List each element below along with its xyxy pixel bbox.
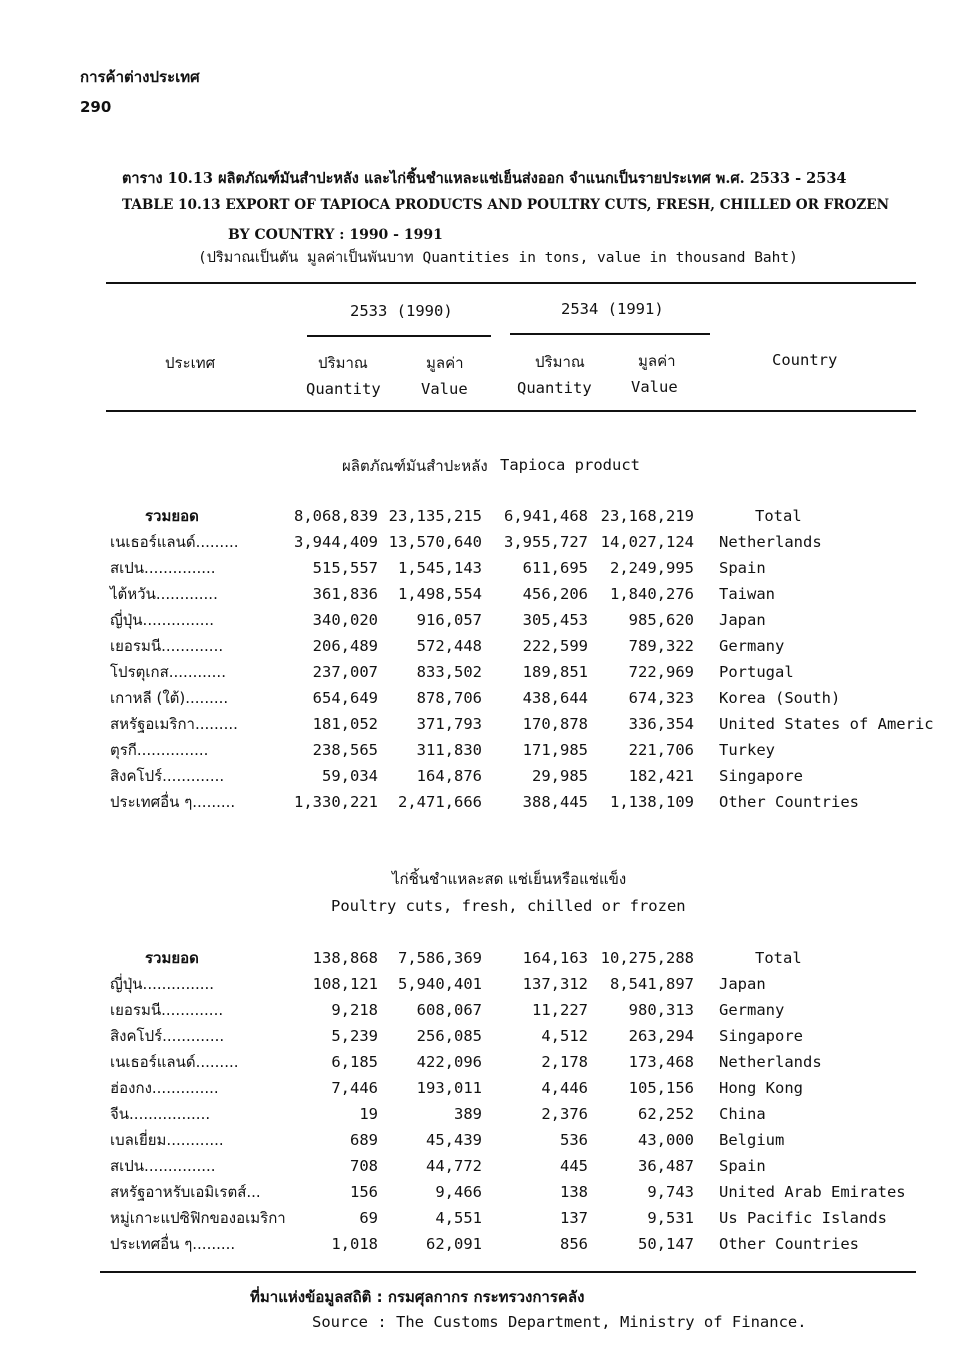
country-name-en: Singapore [719, 769, 803, 785]
quantity-1990-cell: 6,185 [331, 1053, 378, 1071]
quantity-1990-cell: 9,218 [331, 1001, 378, 1019]
tapioca-heading-thai: ผลิตภัณฑ์มันสำปะหลัง [342, 457, 488, 475]
country-name-en: Germany [719, 1003, 785, 1019]
country-en-header: Country [772, 351, 838, 369]
country-name-thai: เนเธอร์แลนด์......... [110, 1053, 239, 1071]
table-title-en: TABLE 10.13 EXPORT OF TAPIOCA PRODUCTS AND POULTRY CUTS, FRESH, CHILLED OR FROZEN [122, 197, 890, 213]
value-1991-cell: 9,531 [647, 1209, 694, 1227]
value-en-header-1990: Value [421, 380, 468, 398]
tapioca-heading-en: Tapioca product [500, 456, 640, 474]
quantity-1991-cell: 171,985 [522, 741, 588, 759]
quantity-1991-cell: 189,851 [522, 663, 588, 681]
quantity-1990-cell: 69 [359, 1209, 378, 1227]
value-1991-cell: 43,000 [638, 1131, 694, 1149]
poultry-heading-thai: ไก่ชิ้นชำแหละสด แช่เย็นหรือแช่แข็ง [392, 870, 627, 888]
value-1991-cell: 221,706 [628, 741, 694, 759]
total-label-thai: รวมยอด [145, 949, 199, 967]
top-rule [106, 282, 916, 284]
country-name-en: Singapore [719, 1029, 803, 1045]
country-name-en: Other Countries [719, 795, 859, 811]
table-row [0, 1211, 966, 1237]
quantity-1991-cell: 856 [560, 1235, 588, 1253]
country-name-thai: เกาหลี (ใต้)......... [110, 689, 229, 707]
table-row [0, 769, 966, 795]
table-row [0, 1055, 966, 1081]
quantity-1990-cell: 5,239 [331, 1027, 378, 1045]
country-name-thai: สเปน............... [110, 559, 216, 577]
poultry-heading-en: Poultry cuts, fresh, chilled or frozen [331, 897, 686, 915]
quantity-1990-cell: 206,489 [312, 637, 378, 655]
value-1991-cell: 722,969 [628, 663, 694, 681]
quantity-1990-cell: 7,446 [331, 1079, 378, 1097]
quantity-1991-cell: 2,178 [541, 1053, 588, 1071]
quantity-1990-cell: 689 [350, 1131, 378, 1149]
country-name-en: Other Countries [719, 1237, 859, 1253]
value-1991-cell: 1,840,276 [610, 585, 694, 603]
value-1990-cell: 5,940,401 [398, 975, 482, 993]
quantity-1990-cell: 138,868 [312, 949, 378, 967]
value-1990-cell: 422,096 [416, 1053, 482, 1071]
quantity-1991-cell: 138 [560, 1183, 588, 1201]
quantity-1990-cell: 237,007 [312, 663, 378, 681]
quantity-en-header-1990: Quantity [306, 380, 381, 398]
quantity-1991-cell: 456,206 [522, 585, 588, 603]
table-row [0, 1133, 966, 1159]
country-name-en: Germany [719, 639, 785, 655]
country-name-en: United Arab Emirates [719, 1185, 906, 1201]
country-name-en: Spain [719, 561, 766, 577]
quantity-thai-header-1990: ปริมาณ [318, 354, 368, 372]
country-name-thai: สเปน............... [110, 1157, 216, 1175]
country-name-en: Japan [719, 613, 766, 629]
quantity-1991-cell: 164,163 [522, 949, 588, 967]
value-thai-header-1990: มูลค่า [426, 354, 464, 372]
source-thai: ที่มาแห่งข้อมูลสถิติ : กรมศุลกากร กระทรวงการคลัง [250, 1288, 585, 1306]
country-name-thai: สหรัฐอเมริกา......... [110, 715, 238, 733]
country-name-en: Netherlands [719, 1055, 822, 1071]
country-name-en: Japan [719, 977, 766, 993]
value-1991-cell: 105,156 [628, 1079, 694, 1097]
value-1991-cell: 50,147 [638, 1235, 694, 1253]
country-name-en: United States of Americ [719, 717, 934, 733]
total-label-en: Total [755, 507, 802, 525]
quantity-1991-cell: 3,955,727 [504, 533, 588, 551]
page-number: 290 [80, 98, 112, 116]
value-1991-cell: 182,421 [628, 767, 694, 785]
year-1991-underline [510, 333, 710, 335]
value-1991-cell: 36,487 [638, 1157, 694, 1175]
country-name-thai: ไต้หวัน............. [110, 585, 218, 603]
total-label-en: Total [755, 949, 802, 967]
value-1990-cell: 7,586,369 [398, 949, 482, 967]
country-name-en: Korea (South) [719, 691, 841, 707]
table-total-row [0, 951, 966, 977]
quantity-1990-cell: 19 [359, 1105, 378, 1123]
quantity-1990-cell: 340,020 [312, 611, 378, 629]
country-name-en: Hong Kong [719, 1081, 803, 1097]
table-row [0, 639, 966, 665]
quantity-1990-cell: 156 [350, 1183, 378, 1201]
value-thai-header-1991: มูลค่า [638, 352, 676, 370]
value-1990-cell: 608,067 [416, 1001, 482, 1019]
value-1990-cell: 371,793 [416, 715, 482, 733]
source-en: Source : The Customs Department, Ministry of Finance. [312, 1313, 807, 1331]
table-row [0, 795, 966, 821]
country-name-thai: เยอรมนี............. [110, 1001, 224, 1019]
table-row [0, 587, 966, 613]
country-name-thai: ประเทศอื่น ๆ......... [110, 793, 236, 811]
table-total-row [0, 509, 966, 535]
quantity-1990-cell: 1,018 [331, 1235, 378, 1253]
quantity-en-header-1991: Quantity [517, 379, 592, 397]
bottom-rule [100, 1271, 916, 1273]
value-1991-cell: 674,323 [628, 689, 694, 707]
country-name-en: Netherlands [719, 535, 822, 551]
country-name-en: Portugal [719, 665, 794, 681]
value-1990-cell: 44,772 [426, 1157, 482, 1175]
country-name-thai: เนเธอร์แลนด์......... [110, 533, 239, 551]
country-name-en: Turkey [719, 743, 775, 759]
value-1990-cell: 4,551 [435, 1209, 482, 1227]
quantity-1991-cell: 305,453 [522, 611, 588, 629]
quantity-1991-cell: 438,644 [522, 689, 588, 707]
value-1990-cell: 23,135,215 [388, 507, 482, 525]
units-note: (ปริมาณเป็นตัน มูลค่าเป็นพันบาท Quantities in tons, value in thousand Baht) [198, 250, 798, 266]
country-name-thai: ญี่ปุ่น............... [110, 611, 215, 629]
value-1990-cell: 62,091 [426, 1235, 482, 1253]
value-1990-cell: 256,085 [416, 1027, 482, 1045]
quantity-1990-cell: 515,557 [312, 559, 378, 577]
quantity-1990-cell: 654,649 [312, 689, 378, 707]
table-row [0, 977, 966, 1003]
table-row [0, 1159, 966, 1185]
country-name-en: Spain [719, 1159, 766, 1175]
quantity-1991-cell: 170,878 [522, 715, 588, 733]
table-row [0, 665, 966, 691]
table-row [0, 1081, 966, 1107]
table-row [0, 1237, 966, 1263]
quantity-1990-cell: 708 [350, 1157, 378, 1175]
country-name-thai: สิงคโปร์............. [110, 1027, 225, 1045]
quantity-thai-header-1991: ปริมาณ [535, 353, 585, 371]
country-name-en: China [719, 1107, 766, 1123]
quantity-1991-cell: 29,985 [532, 767, 588, 785]
value-1990-cell: 572,448 [416, 637, 482, 655]
value-1991-cell: 10,275,288 [600, 949, 694, 967]
value-1991-cell: 1,138,109 [610, 793, 694, 811]
table-row [0, 561, 966, 587]
table-row [0, 535, 966, 561]
value-1990-cell: 9,466 [435, 1183, 482, 1201]
value-1990-cell: 389 [454, 1105, 482, 1123]
country-name-thai: ตุรกี............... [110, 741, 209, 759]
country-name-thai: หมู่เกาะแปซิฟิกของอเมริกา [110, 1209, 286, 1227]
quantity-1991-cell: 536 [560, 1131, 588, 1149]
quantity-1991-cell: 4,512 [541, 1027, 588, 1045]
year-1990-underline [307, 335, 491, 337]
table-row [0, 1107, 966, 1133]
country-name-thai: ประเทศอื่น ๆ......... [110, 1235, 236, 1253]
value-1991-cell: 336,354 [628, 715, 694, 733]
quantity-1991-cell: 388,445 [522, 793, 588, 811]
country-thai-header: ประเทศ [165, 354, 216, 372]
year-1991-header: 2534 (1991) [561, 300, 664, 318]
value-1990-cell: 916,057 [416, 611, 482, 629]
quantity-1991-cell: 222,599 [522, 637, 588, 655]
country-name-thai: จีน................. [110, 1105, 211, 1123]
value-1991-cell: 9,743 [647, 1183, 694, 1201]
value-1991-cell: 62,252 [638, 1105, 694, 1123]
country-name-thai: เบลเยี่ยม............ [110, 1131, 224, 1149]
table-row [0, 1003, 966, 1029]
quantity-1990-cell: 108,121 [312, 975, 378, 993]
quantity-1990-cell: 8,068,839 [294, 507, 378, 525]
table-row [0, 1185, 966, 1211]
value-1990-cell: 2,471,666 [398, 793, 482, 811]
value-en-header-1991: Value [631, 378, 678, 396]
value-1990-cell: 13,570,640 [388, 533, 482, 551]
country-name-en: Belgium [719, 1133, 785, 1149]
quantity-1991-cell: 445 [560, 1157, 588, 1175]
quantity-1990-cell: 238,565 [312, 741, 378, 759]
table-row [0, 717, 966, 743]
value-1990-cell: 193,011 [416, 1079, 482, 1097]
value-1991-cell: 8,541,897 [610, 975, 694, 993]
year-1990-header: 2533 (1990) [350, 302, 453, 320]
value-1991-cell: 985,620 [628, 611, 694, 629]
quantity-1991-cell: 2,376 [541, 1105, 588, 1123]
total-label-thai: รวมยอด [145, 507, 199, 525]
country-name-thai: เยอรมนี............. [110, 637, 224, 655]
value-1990-cell: 45,439 [426, 1131, 482, 1149]
country-name-thai: ฮ่องกง.............. [110, 1079, 219, 1097]
table-title-en-line2: BY COUNTRY : 1990 - 1991 [228, 227, 443, 243]
value-1990-cell: 878,706 [416, 689, 482, 707]
country-name-thai: สหรัฐอาหรับเอมิเรตส์... [110, 1183, 261, 1201]
country-name-thai: ญี่ปุ่น............... [110, 975, 215, 993]
value-1991-cell: 980,313 [628, 1001, 694, 1019]
quantity-1991-cell: 4,446 [541, 1079, 588, 1097]
value-1990-cell: 1,498,554 [398, 585, 482, 603]
country-name-thai: โปรตุเกส............ [110, 663, 226, 681]
value-1990-cell: 164,876 [416, 767, 482, 785]
value-1990-cell: 833,502 [416, 663, 482, 681]
table-row [0, 1029, 966, 1055]
value-1990-cell: 311,830 [416, 741, 482, 759]
value-1990-cell: 1,545,143 [398, 559, 482, 577]
quantity-1990-cell: 1,330,221 [294, 793, 378, 811]
table-row [0, 691, 966, 717]
quantity-1991-cell: 11,227 [532, 1001, 588, 1019]
quantity-1991-cell: 137,312 [522, 975, 588, 993]
quantity-1990-cell: 181,052 [312, 715, 378, 733]
value-1991-cell: 789,322 [628, 637, 694, 655]
quantity-1990-cell: 59,034 [322, 767, 378, 785]
country-name-en: Taiwan [719, 587, 775, 603]
quantity-1990-cell: 361,836 [312, 585, 378, 603]
header-rule [106, 410, 916, 412]
table-title-thai: ตาราง 10.13 ผลิตภัณฑ์มันสำปะหลัง และไก่ชิ้นชำแหละแช่เย็นส่งออก จำแนกเป็นรายประเทศ พ.ศ. 2533 - 2534 [122, 170, 847, 187]
table-row [0, 743, 966, 769]
quantity-1991-cell: 6,941,468 [504, 507, 588, 525]
quantity-1991-cell: 611,695 [522, 559, 588, 577]
section-title: การค้าต่างประเทศ [80, 68, 200, 86]
value-1991-cell: 23,168,219 [600, 507, 694, 525]
country-name-en: Us Pacific Islands [719, 1211, 887, 1227]
country-name-thai: สิงคโปร์............. [110, 767, 225, 785]
table-row [0, 613, 966, 639]
value-1991-cell: 2,249,995 [610, 559, 694, 577]
value-1991-cell: 173,468 [628, 1053, 694, 1071]
value-1991-cell: 14,027,124 [600, 533, 694, 551]
quantity-1990-cell: 3,944,409 [294, 533, 378, 551]
quantity-1991-cell: 137 [560, 1209, 588, 1227]
value-1991-cell: 263,294 [628, 1027, 694, 1045]
